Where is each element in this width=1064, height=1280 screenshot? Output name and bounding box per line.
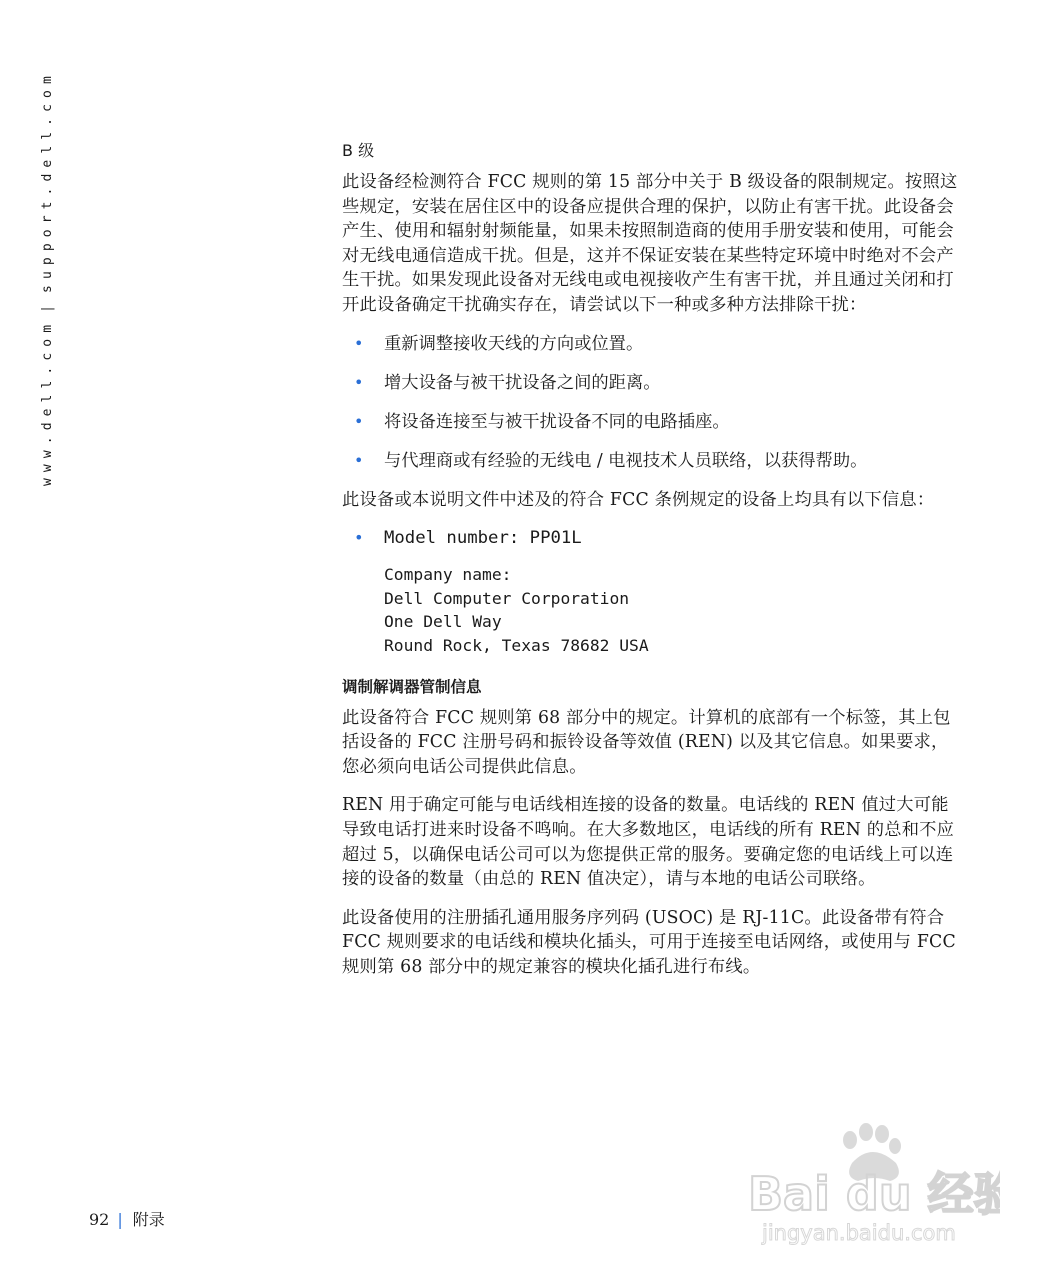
watermark-brand: Bai du 经验 — [748, 1167, 1000, 1221]
class-b-paragraph: 此设备经检测符合 FCC 规则的第 15 部分中关于 B 级设备的限制规定。按照这些规定，安装在居住区中的设备应提供合理的保护，以防止有害干扰。此设备会产生、使用和辐射射频能量，如果未按照制造商的使用手册安装和使用，可能会对无线电通信造成干扰。但是，这并不保证安装在某些特定环境中时绝对不会产生干扰。如果发现此设备对无线电或电视接收产生有害干扰，并且通过关闭和打开此设备确定干扰确实存在，请尝试以下一种或多种方法排除干扰： — [342, 172, 958, 315]
company-line: Company name: — [384, 565, 512, 585]
modem-heading: 调制解调器管制信息 — [342, 677, 482, 696]
class-b-heading: B 级 — [342, 141, 375, 160]
side-url-dell: www.dell.com — [40, 318, 55, 486]
list-item: • 重新调整接收天线的方向或位置。 — [354, 333, 644, 354]
side-url-text — [40, 70, 55, 486]
side-separator: | — [40, 298, 55, 313]
bullet-icon: • — [354, 528, 364, 548]
footer-separator: | — [117, 1210, 123, 1229]
baidu-watermark — [740, 1118, 1000, 1248]
modem-paragraph-1: 此设备符合 FCC 规则第 68 部分中的规定。计算机的底部有一个标签，其上包括设备的 FCC 注册号码和振铃设备等效值 (REN) 以及其它信息。如果要求，您必须向电话公司提供此信息。 — [342, 707, 951, 777]
side-url-support: support.dell.com — [40, 70, 55, 293]
watermark-url: jingyan.baidu.com — [762, 1221, 956, 1245]
company-line: Round Rock, Texas 78682 USA — [384, 635, 649, 655]
baidu-logo-icon — [740, 1118, 1000, 1248]
modem-paragraph-2: REN 用于确定可能与电话线相连接的设备的数量。电话线的 REN 值过大可能导致电话打进来时设备不鸣响。在大多数地区，电话线的所有 REN 的总和不应超过 5，以确保电话公司可以为您提供正常的服务。要确定您的电话线上可以连接的设备的数量（由总的 REN 值决定），请与本地的电话公司联络。 — [342, 795, 955, 890]
interference-remedies-list — [342, 332, 962, 473]
main-content — [342, 138, 962, 991]
bullet-icon: • — [354, 450, 364, 470]
model-number: • Model number: PP01L — [354, 528, 582, 549]
bullet-icon: • — [354, 372, 364, 392]
footer-section-title: 附录 — [132, 1210, 165, 1229]
page-footer — [89, 1207, 165, 1230]
company-address — [342, 563, 962, 657]
company-line: One Dell Way — [384, 612, 502, 632]
fcc-info-paragraph: 此设备或本说明文件中述及的符合 FCC 条例规定的设备上均具有以下信息： — [342, 489, 935, 510]
modem-paragraph-3: 此设备使用的注册插孔通用服务序列码 (USOC) 是 RJ-11C。此设备带有符合 FCC 规则要求的电话线和模块化插头，可用于连接至电话网络，或使用与 FCC 规则第 68 部分中的规定兼容的模块化插孔进行布线。 — [342, 907, 956, 977]
page-number: 92 — [89, 1210, 110, 1229]
bullet-icon: • — [354, 333, 364, 353]
list-item: • 将设备连接至与被干扰设备不同的电路插座。 — [354, 411, 730, 432]
company-line: Dell Computer Corporation — [384, 588, 630, 608]
list-item: • 增大设备与被干扰设备之间的距离。 — [354, 372, 661, 393]
bullet-icon: • — [354, 411, 364, 431]
model-info-list — [342, 526, 962, 550]
list-item: • 与代理商或有经验的无线电 / 电视技术人员联络，以获得帮助。 — [354, 450, 868, 471]
